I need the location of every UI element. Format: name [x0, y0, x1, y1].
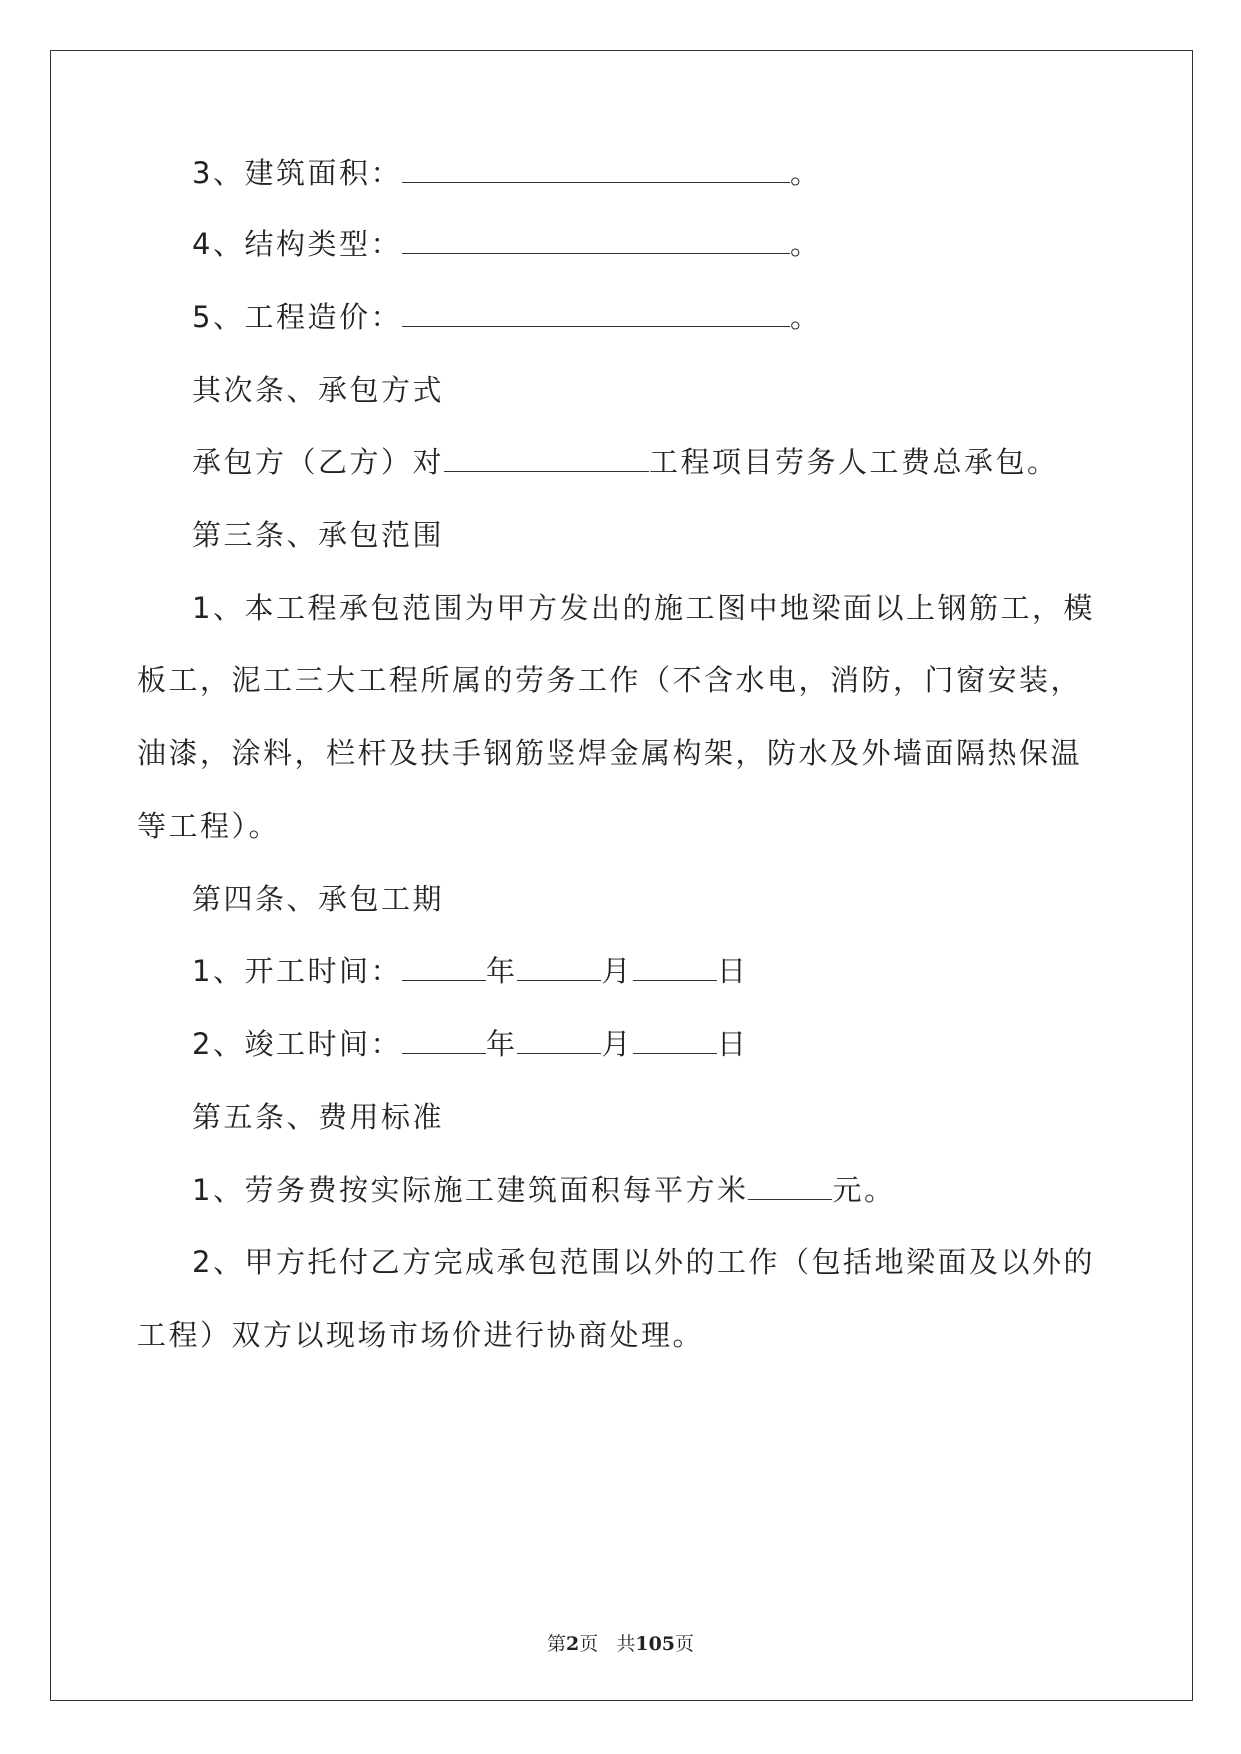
- page-suffix: 页: [579, 1633, 599, 1655]
- contract-mode-suffix: 工程项目劳务人工费总承包。: [649, 445, 1059, 479]
- start-date-line: [192, 951, 749, 991]
- fee-rate-unit: 元。: [832, 1173, 896, 1207]
- end-date-line: [192, 1024, 749, 1064]
- fee-rate-blank[interactable]: [748, 1173, 832, 1200]
- fee-paragraph-line1: 2、甲方托付乙方完成承包范围以外的工作（包括地梁面及以外的: [192, 1245, 1095, 1279]
- project-cost-label: 5、工程造价：: [192, 300, 402, 334]
- end-date-label: 2、竣工时间：: [192, 1027, 402, 1061]
- contract-mode-prefix: 承包方（乙方）对: [192, 445, 445, 479]
- scope-paragraph-line1: 1、本工程承包范围为甲方发出的施工图中地梁面以上钢筋工，模: [192, 591, 1095, 625]
- structure-type-end: 。: [789, 227, 822, 261]
- structure-type-line: [192, 224, 821, 264]
- scope-paragraph-line4: 等工程）。: [137, 809, 281, 843]
- end-year-blank[interactable]: [402, 1027, 486, 1054]
- total-pages: 105: [635, 1633, 676, 1655]
- start-year-unit: 年: [485, 954, 518, 988]
- page-number: 2: [565, 1633, 580, 1655]
- start-year-blank[interactable]: [402, 954, 486, 981]
- end-year-unit: 年: [485, 1027, 518, 1061]
- building-area-label: 3、建筑面积：: [192, 156, 402, 190]
- end-month-unit: 月: [601, 1027, 633, 1061]
- scope-paragraph-line3: 油漆，涂料，栏杆及扶手钢筋竖焊金属构架，防水及外墙面隔热保温: [137, 736, 1083, 770]
- end-day-unit: 日: [716, 1027, 749, 1061]
- scope-paragraph-line2: 板工，泥工三大工程所属的劳务工作（不含水电，消防，门窗安装，: [137, 663, 1083, 697]
- article3-heading: 第三条、承包范围: [192, 518, 445, 552]
- start-month-blank[interactable]: [517, 954, 601, 981]
- structure-type-blank[interactable]: [402, 227, 790, 254]
- project-cost-line: [192, 297, 821, 337]
- project-cost-blank[interactable]: [402, 300, 790, 327]
- end-month-blank[interactable]: [517, 1027, 601, 1054]
- building-area-line: [192, 153, 821, 193]
- structure-type-label: 4、结构类型：: [192, 227, 402, 261]
- project-name-blank[interactable]: [444, 445, 649, 472]
- building-area-end: 。: [789, 156, 822, 190]
- article5-heading: 第五条、费用标准: [192, 1100, 445, 1134]
- article2-heading: 其次条、承包方式: [192, 373, 445, 407]
- start-day-unit: 日: [716, 954, 749, 988]
- building-area-blank[interactable]: [402, 156, 790, 183]
- total-prefix: 共: [616, 1633, 636, 1655]
- start-date-label: 1、开工时间：: [192, 954, 402, 988]
- fee-rate-label: 1、劳务费按实际施工建筑面积每平方米: [192, 1173, 749, 1207]
- fee-line1: [192, 1170, 895, 1210]
- article4-heading: 第四条、承包工期: [192, 882, 445, 916]
- page-footer: [0, 1632, 1241, 1656]
- contract-mode-line: [192, 442, 1059, 482]
- start-month-unit: 月: [601, 954, 633, 988]
- total-suffix: 页: [675, 1633, 695, 1655]
- project-cost-end: 。: [789, 300, 822, 334]
- end-day-blank[interactable]: [633, 1027, 717, 1054]
- start-day-blank[interactable]: [633, 954, 717, 981]
- page-prefix: 第: [546, 1633, 566, 1655]
- fee-paragraph-line2: 工程）双方以现场市场价进行协商处理。: [137, 1318, 705, 1352]
